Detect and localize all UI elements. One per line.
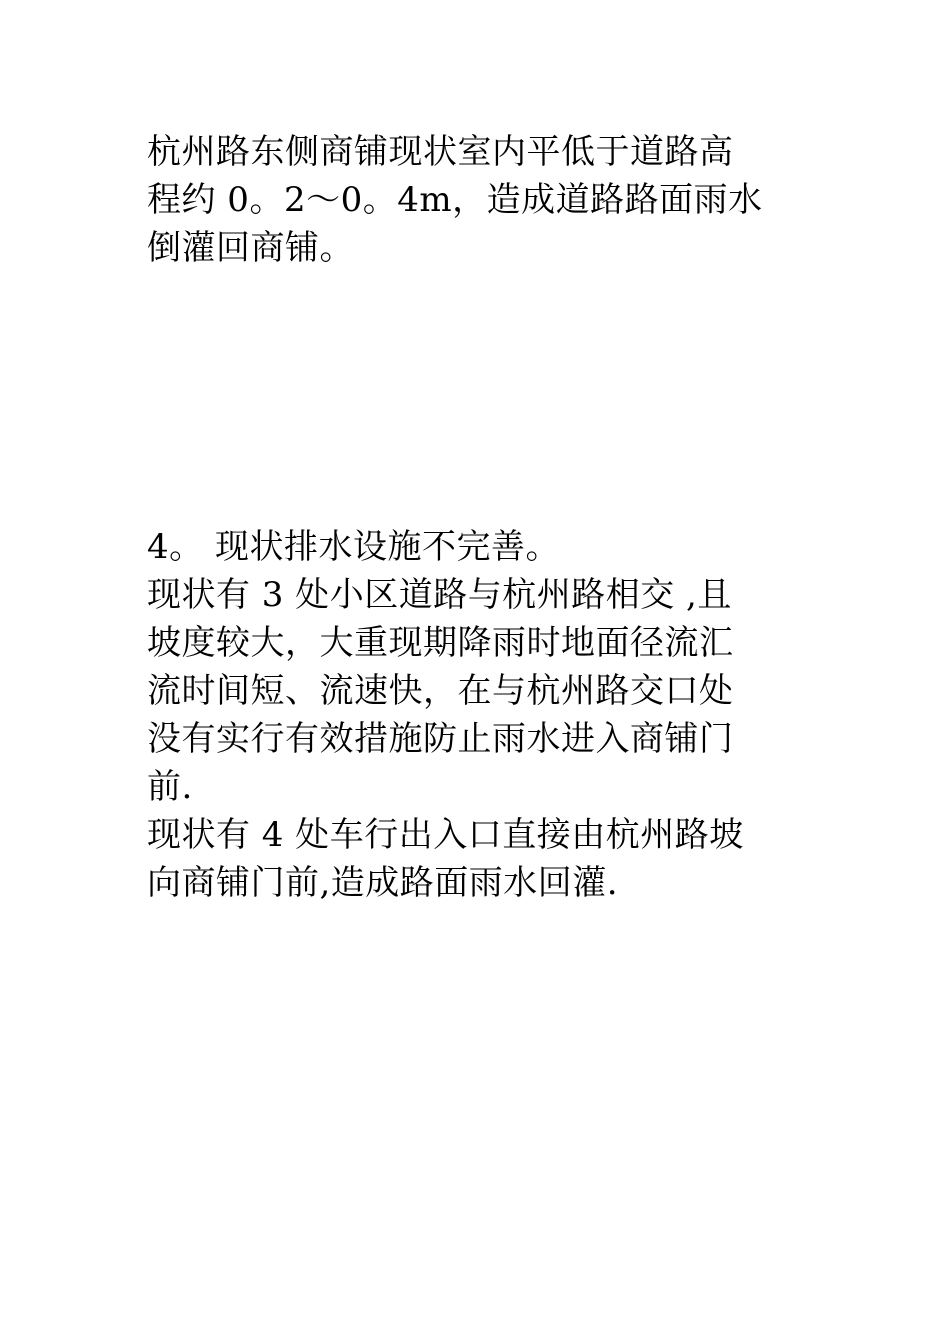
section-heading: 4。 现状排水设施不完善。 [147,527,560,567]
paragraph-1-line-3: 倒灌回商铺。 [147,228,354,268]
paragraph-2-line-1: 现状有 3 处小区道路与杭州路相交 ,且 [147,575,732,615]
paragraph-2-line-3: 流时间短、流速快，在与杭州路交口处 [147,671,734,711]
paragraph-2-line-4: 没有实行有效措施防止雨水进入商铺门 [147,719,734,759]
paragraph-3-line-2: 向商铺门前,造成路面雨水回灌. [147,863,619,903]
paragraph-3-line-1: 现状有 4 处车行出入口直接由杭州路坡 [147,815,744,855]
paragraph-1-line-2: 程约 0。2～0。4m，造成道路路面雨水 [147,180,763,220]
paragraph-1-line-1: 杭州路东侧商铺现状室内平低于道路高 [147,132,734,172]
paragraph-2-line-5: 前. [147,767,193,807]
paragraph-2-line-2: 坡度较大，大重现期降雨时地面径流汇 [147,623,734,663]
